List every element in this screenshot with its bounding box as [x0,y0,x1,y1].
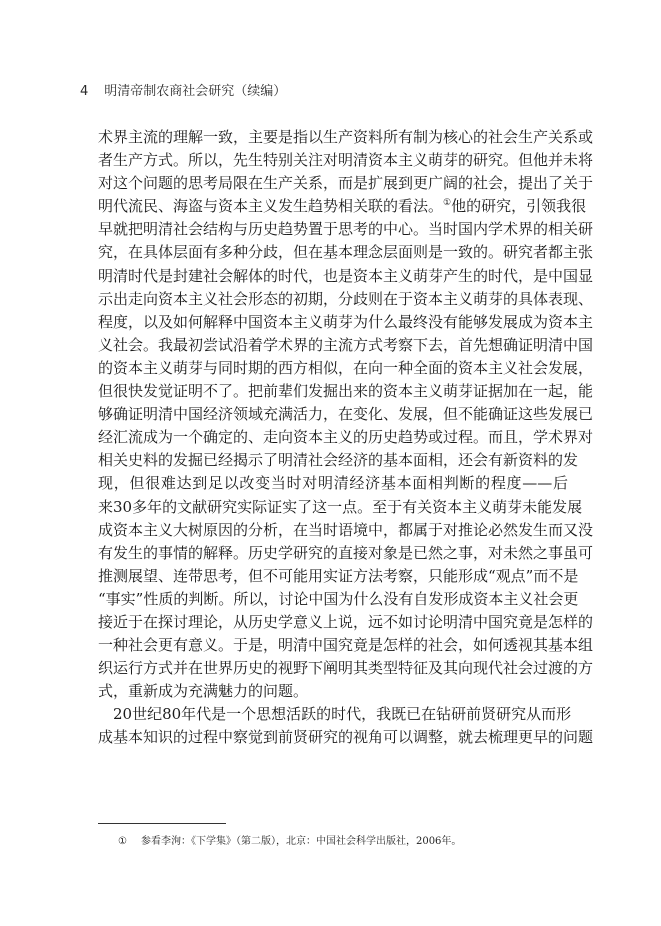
text-line: 究，在具体层面有多种分歧，但在基本理念层面则是一致的。研究者都主张 [98,243,594,262]
text-line-with-note [98,195,587,218]
paragraph-start-line: 20世纪80年代是一个思想活跃的时代，我既已在钻研前贤研究从而形 [113,705,572,724]
text-line: 的资本主义萌芽与同时期的西方相似，在向一种全面的资本主义社会发展， [98,358,594,377]
footnote-divider [98,823,226,824]
text-line: 来30多年的文献研究实际证实了这一点。至于有关资本主义萌芽未能发展 [98,497,583,516]
text-line: 义社会。我最初尝试沿着学术界的主流方式考察下去，首先想确证明清中国 [98,335,594,354]
text-line: 现，但很难达到足以改变当时对明清经济基本面相判断的程度——后 [98,474,568,493]
text-line: 但很快发觉证明不了。把前辈们发掘出来的资本主义萌芽证据加在一起，能 [98,382,594,401]
text-line: 接近于在探讨理论，从历史学意义上说，远不如讨论明清中国究竟是怎样的 [98,612,594,631]
text-line: 相关史料的发掘已经揭示了明清社会经济的基本面相，还会有新资料的发 [98,451,579,470]
body-text [98,126,594,750]
footnote-text: 参看李洵：《下学集》（第二版），北京：中国社会科学出版社，2006年。 [140,836,462,847]
text-segment: 他的研究，引领我很 [451,197,587,216]
text-line: 有发生的事情的解释。历史学研究的直接对象是已然之事，对未然之事虽可 [98,543,594,562]
text-line: 对这个问题的思考局限在生产关系，而是扩展到更广阔的社会，提出了关于 [98,174,594,193]
text-line: 早就把明清社会结构与历史趋势置于思考的中心。当时国内学术界的相关研 [98,220,594,239]
text-line: 明清时代是封建社会解体的时代，也是资本主义萌芽产生的时代，是中国显 [98,266,594,285]
text-line: 够确证明清中国经济领域充满活力，在变化、发展，但不能确证这些发展已 [98,405,594,424]
text-line: 术界主流的理解一致，主要是指以生产资料所有制为核心的社会生产关系或 [98,128,594,146]
text-line: 成基本知识的过程中察觉到前贤研究的视角可以调整，就去梳理更早的问题 [98,728,594,747]
paragraph-end-line: 式，重新成为充满魅力的问题。 [98,682,309,701]
running-title: 明清帝制农商社会研究（续编） [104,84,287,99]
footnote-reference[interactable]: ① [443,198,452,209]
text-line: 者生产方式。所以，先生特别关注对明清资本主义萌芽的研究。但他并未将 [98,151,594,170]
text-line: 程度，以及如何解释中国资本主义萌芽为什么最终没有能够发展成为资本主 [98,312,594,331]
text-line: 成资本主义大树原因的分析，在当时语境中，都属于对推论必然发生而又没 [98,520,594,539]
text-line: 经汇流成为一个确定的、走向资本主义的历史趋势或过程。而且，学术界对 [98,428,594,447]
text-line: 一种社会更有意义。于是，明清中国究竟是怎样的社会，如何透视其基本组 [98,636,594,655]
text-line: 示出走向资本主义社会形态的初期，分歧则在于资本主义萌芽的具体表现、 [98,289,594,308]
text-segment: 明代流民、海盗与资本主义发生趋势相关联的看法。 [98,197,444,216]
text-line: 推测展望、连带思考，但不可能用实证方法考察，只能形成“观点”而不是 [98,566,579,585]
footnote-marker: ① [118,836,127,847]
page-number: 4 [80,84,89,99]
text-line: “事实”性质的判断。所以，讨论中国为什么没有自发形成资本主义社会更 [98,589,579,608]
footnote [118,832,461,847]
text-line: 织运行方式并在世界历史的视野下阐明其类型特征及其向现代社会过渡的方 [98,659,594,678]
running-header [80,80,286,99]
